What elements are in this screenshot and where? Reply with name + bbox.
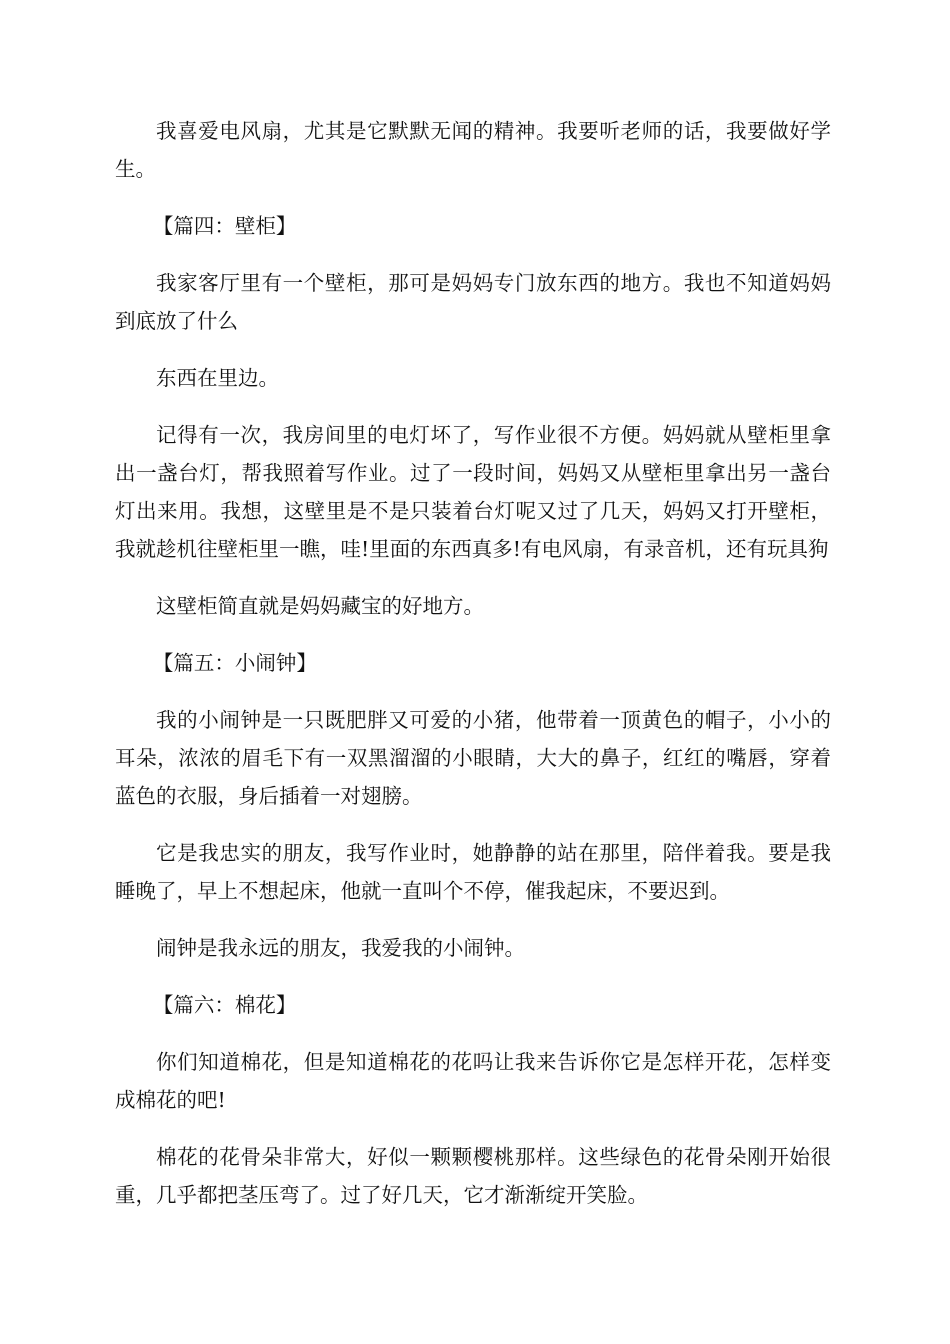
section-heading-5: 【篇五：小闹钟】 — [152, 651, 317, 675]
paragraph-7: 它是我忠实的朋友，我写作业时，她静静的站在那里，陪伴着我。要是我睡晚了，早上不想起床，他就一直叫个不停，催我起床，不要迟到。 — [115, 841, 831, 903]
paragraph-8: 闹钟是我永远的朋友，我爱我的小闹钟。 — [156, 936, 525, 960]
paragraph-5: 这壁柜简直就是妈妈藏宝的好地方。 — [156, 594, 484, 618]
paragraph-6: 我的小闹钟是一只既肥胖又可爱的小猪，他带着一顶黄色的帽子，小小的耳朵，浓浓的眉毛下有一双黑溜溜的小眼睛，大大的鼻子，红红的嘴唇，穿着蓝色的衣服，身后插着一对翅膀。 — [115, 708, 831, 808]
section-heading-6: 【篇六：棉花】 — [152, 993, 297, 1017]
paragraph-2: 我家客厅里有一个壁柜，那可是妈妈专门放东西的地方。我也不知道妈妈到底放了什么 — [115, 271, 831, 333]
paragraph-4: 记得有一次，我房间里的电灯坏了，写作业很不方便。妈妈就从壁柜里拿出一盏台灯，帮我照着写作业。过了一段时间，妈妈又从壁柜里拿出另一盏台灯出来用。我想，这壁里是不是只装着台灯呢又过了几天，妈妈又打开壁柜，我就趁机往壁柜里一瞧，哇!里面的东西真多!有电风扇，有录音机，还有玩具狗 — [115, 423, 831, 561]
paragraph-10: 棉花的花骨朵非常大，好似一颗颗樱桃那样。这些绿色的花骨朵刚开始很重，几乎都把茎压弯了。过了好几天，它才渐渐绽开笑脸。 — [115, 1145, 831, 1207]
paragraph-3: 东西在里边。 — [156, 366, 279, 390]
section-heading-4: 【篇四：壁柜】 — [152, 214, 297, 238]
document-body — [115, 112, 831, 1233]
paragraph-1: 我喜爱电风扇，尤其是它默默无闻的精神。我要听老师的话，我要做好学生。 — [115, 119, 831, 181]
paragraph-9: 你们知道棉花，但是知道棉花的花吗让我来告诉你它是怎样开花，怎样变成棉花的吧! — [115, 1050, 831, 1112]
